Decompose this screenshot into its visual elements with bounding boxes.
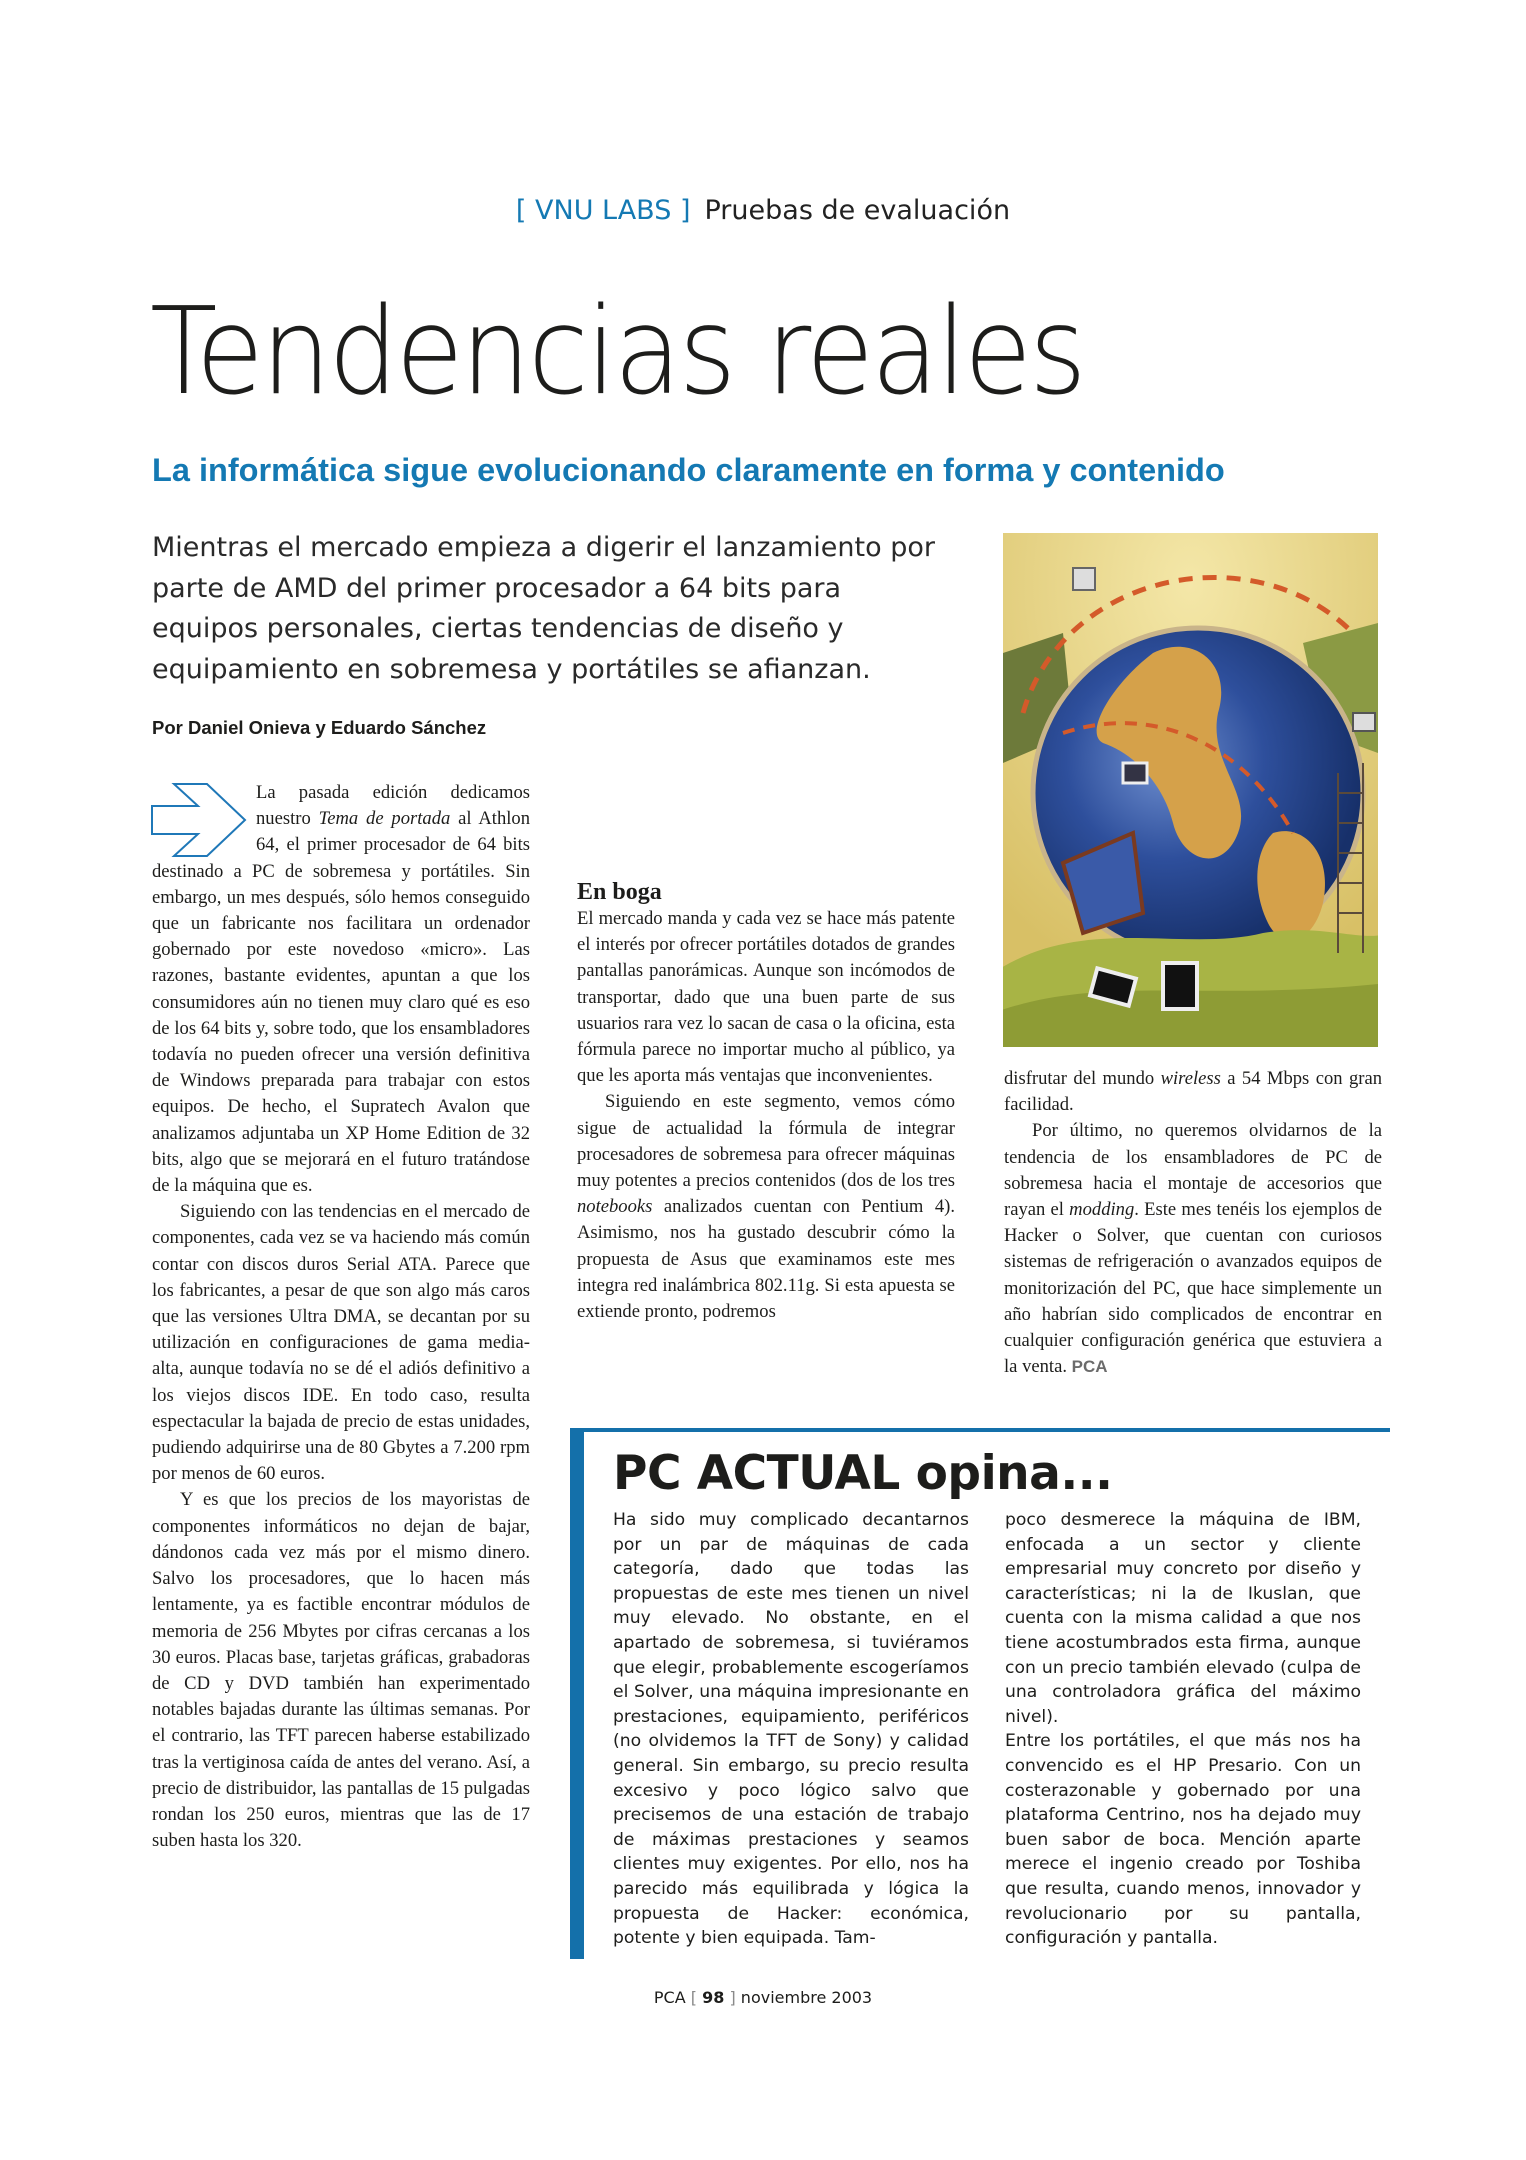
article-column-3 [1004, 1066, 1382, 1380]
section-title: Pruebas de evaluación [704, 195, 1011, 226]
footer-bracket-open: [ [690, 1988, 697, 2007]
page-number: 98 [702, 1988, 725, 2007]
paragraph-5-continued: disfrutar del mundo [1004, 1068, 1161, 1089]
opinion-box-title: PC ACTUAL opina... [613, 1446, 1113, 1501]
emphasis-notebooks: notebooks [577, 1196, 653, 1218]
article-signature: PCA [1071, 1357, 1108, 1377]
paragraph-4: El mercado manda y cada vez se hace más patente el interés por ofrecer portátiles dotados de grandes pantallas panorámicas. Aunque son incómodos de transportar, dado que una buen parte de sus usuarios rara vez lo sacan de casa o la oficina, esta fórmula parece no importar mucho al público, ya que les aporta más ventajas que inconvenientes. [577, 908, 955, 1087]
opinion-paragraph-2: poco desmerece la máquina de IBM, enfocada a un sector y cliente empresarial muy concreto por diseño y características; ni la de Ikuslan, que cuenta con la misma calidad a que nos tiene acostumbrados esta firma, aunque con un precio también elevado (culpa de una controladora gráfica del máximo nivel). [1005, 1510, 1361, 1727]
section-heading-en-boga: En boga [577, 879, 662, 905]
section-label: [ VNU LABS ] [515, 195, 691, 226]
emphasis-tema-portada: Tema de portada [318, 808, 451, 830]
section-kicker [0, 194, 1526, 228]
opinion-column-1 [613, 1508, 969, 1951]
opinion-paragraph-1: Ha sido muy complicado decantarnos por un par de máquinas de cada categoría, dado que todas las propuestas de este mes tienen un nivel muy elevado. No obstante, en el apartado de sobremesa, si tuviéramos que elegir, probablemente escogeríamos el Solver, una máquina impresionante en prestaciones, equipamiento, periféricos (no olvidemos la TFT de Sony) y calidad general. Sin embargo, su precio resulta excesivo y poco lógico salvo que precisemos de una estación de trabajo de máximas prestaciones y seamos clientes muy exigentes. Por ello, nos ha parecido más equilibrada y lógica la propuesta de Hacker: económica, potente y bien equipada. Tam- [613, 1510, 969, 1949]
paragraph-6-end: . Este mes tenéis los ejemplos de Hacker o Solver, que cuentan con curiosos sistemas de refrigeración o avanzados equipos de monitorización del PC, que hace simplemente un año habrían sido complicados de encontrar en cualquier configuración genérica que estuviera a la venta. [1004, 1199, 1382, 1378]
paragraph-6-start: Por último, no queremos olvidarnos de la tendencia de los ensambladores de PC de sobremesa hacia el montaje de accesorios que rayan el [1004, 1120, 1382, 1221]
opinion-box-side-bar [570, 1428, 584, 1959]
footer-bracket-close: ] [729, 1988, 736, 2007]
article-title: Tendencias reales [150, 283, 1084, 422]
article-column-2 [577, 780, 955, 1325]
article-column-1 [152, 780, 530, 1854]
footer-date: noviembre 2003 [740, 1988, 873, 2007]
paragraph-2: Siguiendo con las tendencias en el mercado de componentes, cada vez se va haciendo más común contar con discos duros Serial ATA. Parece que los fabricantes, a pesar de que son algo más caros que las versiones Ultra DMA, se decantan por su utilización en configuraciones de gama media-alta, aunque todavía no se dé el adiós definitivo a los viejos discos IDE. En todo caso, resulta espectacular la bajada de precio de estas unidades, pudiendo adquirirse una de 80 Gbytes a 7.200 rpm por menos de 60 euros. [152, 1201, 530, 1485]
page-footer [0, 1988, 1526, 2008]
opinion-box-top-rule [570, 1428, 1390, 1432]
emphasis-modding: modding [1069, 1199, 1135, 1221]
opinion-paragraph-3: Entre los portátiles, el que más nos ha convencido es el HP Presario. Con un costerazonable y gobernado por una plataforma Centrino, nos ha dejado muy buen sabor de boca. Mención aparte merece el ingenio creado por Toshiba que resulta, cuando menos, innovador y revolucionario por su pantalla, configuración y pantalla. [1005, 1731, 1361, 1949]
article-lead: Mientras el mercado empieza a digerir el lanzamiento por parte de AMD del primer procesador a 64 bits para equipos personales, ciertas tendencias de diseño y equipamiento en sobremesa y portátiles se afianzan. [152, 532, 935, 685]
opinion-column-2 [1005, 1508, 1361, 1951]
globe-illustration [1003, 533, 1378, 1047]
paragraph-5-start: Siguiendo en este segmento, vemos cómo sigue de actualidad la fórmula de integrar procesadores de sobremesa para ofrecer máquinas muy potentes a precios contenidos (dos de los tres [577, 1091, 955, 1192]
footer-publication: PCA [653, 1988, 686, 2007]
arrow-right-outline-icon [150, 782, 248, 858]
paragraph-5-middle: analizados cuentan con Pentium 4). Asimismo, nos ha gustado descubrir cómo la propuesta de Asus que examinamos este mes integra red inalámbrica 802.11g. Si esta apuesta se extiende pronto, podremos [577, 1196, 955, 1323]
article-subtitle: La informática sigue evolucionando claramente en forma y contenido [152, 452, 1225, 488]
paragraph-1-start: La pasada edición dedicamos nuestro [256, 782, 530, 830]
paragraph-1-end: al Athlon 64, el primer procesador de 64 bits destinado a PC de sobremesa y portátiles. Sin embargo, un mes después, sólo hemos conseguido que un fabricante nos facilitara un ordenador gobernado por este novedoso «micro». Las razones, bastante evidentes, apuntan a que los consumidores aún no tienen muy claro qué es eso de los 64 bits y, sobre todo, que los ensambladores todavía no pueden ofrecer una versión definitiva de Windows preparada para trabajar con estos equipos. De hecho, el Supratech Avalon que analizamos adjuntaba un XP Home Edition de 32 bits, algo que se mejorará en el futuro tratándose de la máquina que es. [152, 808, 530, 1197]
paragraph-3: Y es que los precios de los mayoristas de componentes informáticos no dejan de bajar, dándonos cada vez más por el mismo dinero. Salvo los procesadores, que lo hacen más lentamente, ya es factible encontrar módulos de memoria de 256 Mbytes por cifras cercanas a los 30 euros. Placas base, tarjetas gráficas, grabadoras de CD y DVD también han experimentado notables bajadas durante las últimas semanas. Por el contrario, las TFT parecen haberse estabilizado tras la vertiginosa caída de antes del verano. Así, a precio de distribuidor, las pantallas de 15 pulgadas rondan los 250 euros, mientras que las de 17 suben hasta los 320. [152, 1489, 530, 1852]
paragraph-5-end: a 54 Mbps con gran facilidad. [1004, 1068, 1382, 1116]
opinion-box [570, 1428, 1390, 1959]
article-illustration [1003, 533, 1378, 1047]
emphasis-wireless: wireless [1160, 1068, 1221, 1089]
article-byline: Por Daniel Onieva y Eduardo Sánchez [152, 717, 487, 738]
